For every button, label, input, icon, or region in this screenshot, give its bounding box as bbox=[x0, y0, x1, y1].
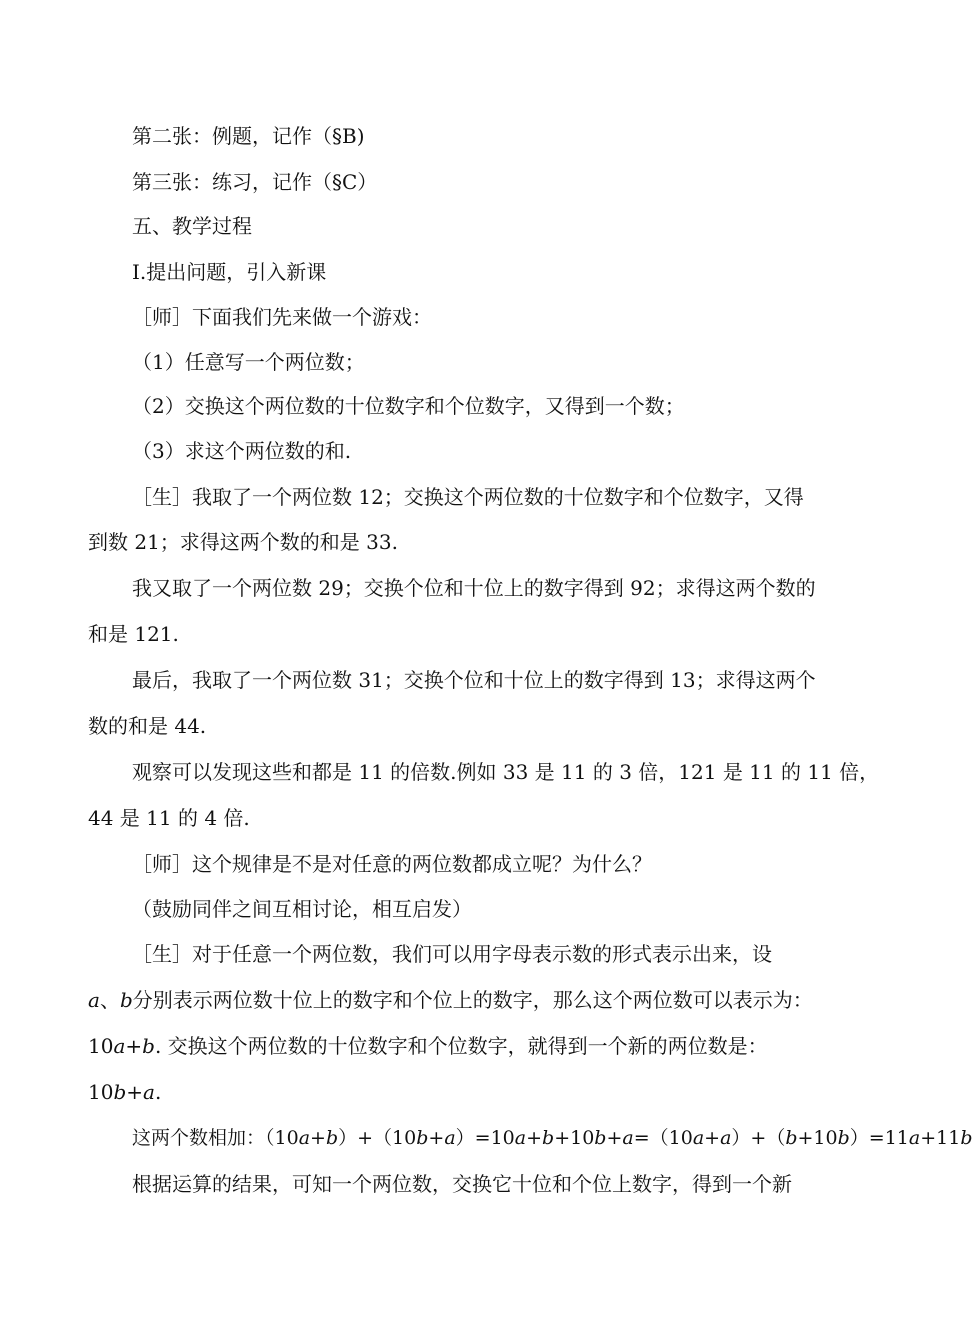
math-text: +10 bbox=[797, 1127, 838, 1149]
text-run: 这两个数相加： bbox=[132, 1127, 266, 1149]
list-item: （1）任意写一个两位数； bbox=[132, 350, 365, 374]
math-operator: + bbox=[704, 1127, 721, 1149]
math-text: ）+（ bbox=[731, 1127, 786, 1149]
math-number: 10 bbox=[88, 1080, 114, 1104]
paragraph-line: 44 是 11 的 4 倍. bbox=[88, 806, 250, 830]
math-variable: a bbox=[444, 1127, 456, 1149]
math-text: （10 bbox=[265, 1127, 299, 1149]
paragraph-line bbox=[88, 986, 813, 1014]
math-variable: a bbox=[298, 1127, 311, 1149]
math-variable: a bbox=[908, 1127, 921, 1149]
math-variable: b bbox=[113, 1080, 127, 1104]
text-run: 、 bbox=[99, 988, 120, 1012]
math-variable: b bbox=[960, 1127, 973, 1149]
text-run: . 交换这个两位数的十位数字和个位数字，就得到一个新的两位数是： bbox=[154, 1034, 768, 1058]
paragraph-line: 第三张：练习，记作（§C） bbox=[132, 170, 378, 194]
list-item: （3）求这个两位数的和. bbox=[132, 439, 352, 463]
paragraph-line: ［生］我取了一个两位数 12；交换这个两位数的十位数字和个位数字，又得 bbox=[132, 485, 804, 509]
math-variable: a bbox=[143, 1080, 155, 1104]
paragraph-line: 我又取了一个两位数 29；交换个位和十位上的数字得到 92；求得这两个数的 bbox=[132, 576, 816, 600]
math-variable: a bbox=[622, 1127, 634, 1149]
math-number: 10 bbox=[88, 1034, 114, 1058]
paragraph-line: 和是 121. bbox=[88, 622, 179, 646]
math-variable: b bbox=[785, 1127, 798, 1149]
section-heading: 五、教学过程 bbox=[132, 214, 252, 238]
math-variable: b bbox=[837, 1127, 850, 1149]
math-variable: a bbox=[88, 988, 100, 1012]
math-operator: + bbox=[526, 1127, 543, 1149]
paragraph-line: 最后，我取了一个两位数 31；交换个位和十位上的数字得到 13；求得这两个 bbox=[132, 668, 816, 692]
paragraph-line: 到数 21；求得这两个数的和是 33. bbox=[88, 530, 398, 554]
math-text: ）=11 bbox=[849, 1127, 909, 1149]
math-text: ）=10 bbox=[455, 1127, 515, 1149]
paragraph-line: 观察可以发现这些和都是 11 的倍数.例如 33 是 11 的 3 倍，121 是 11 的 11 倍， bbox=[132, 760, 880, 784]
text-run: . bbox=[154, 1080, 162, 1104]
math-variable: b bbox=[119, 988, 133, 1012]
math-operator: + bbox=[606, 1127, 623, 1149]
math-variable: b bbox=[542, 1127, 555, 1149]
subsection-heading: Ⅰ.提出问题，引入新课 bbox=[132, 260, 327, 284]
text-run: 分别表示两位数十位上的数字和个位上的数字，那么这个两位数可以表示为： bbox=[132, 988, 813, 1012]
list-item: （2）交换这个两位数的十位数字和个位数字，又得到一个数； bbox=[132, 394, 685, 418]
paragraph-line bbox=[88, 1032, 768, 1060]
math-text: +11 bbox=[920, 1127, 961, 1149]
math-variable: b bbox=[416, 1127, 429, 1149]
math-variable: b bbox=[325, 1127, 339, 1149]
paragraph-line: 第二张：例题，记作（§B) bbox=[132, 124, 365, 148]
paragraph-line: ［师］下面我们先来做一个游戏： bbox=[132, 305, 432, 329]
math-operator: + bbox=[125, 1034, 143, 1058]
math-variable: b bbox=[594, 1127, 607, 1149]
paragraph-line: （鼓励同伴之间互相讨论，相互启发） bbox=[132, 897, 472, 921]
math-variable: a bbox=[514, 1127, 527, 1149]
math-text: ）+（10 bbox=[338, 1127, 417, 1149]
math-variable: b bbox=[142, 1034, 155, 1058]
math-equation-line bbox=[132, 1124, 973, 1152]
math-operator: + bbox=[310, 1127, 326, 1149]
math-text: =（10 bbox=[633, 1127, 693, 1149]
math-variable: a bbox=[720, 1127, 732, 1149]
math-operator: + bbox=[428, 1127, 445, 1149]
paragraph-line: ［师］这个规律是不是对任意的两位数都成立呢？为什么？ bbox=[132, 852, 652, 876]
math-expression bbox=[88, 1078, 161, 1106]
paragraph-line: ［生］对于任意一个两位数，我们可以用字母表示数的形式表示出来，设 bbox=[132, 942, 772, 966]
math-variable: a bbox=[113, 1034, 126, 1058]
math-operator: + bbox=[126, 1080, 144, 1104]
paragraph-line: 数的和是 44. bbox=[88, 714, 207, 738]
math-variable: a bbox=[692, 1127, 705, 1149]
math-text: +10 bbox=[554, 1127, 595, 1149]
paragraph-line: 根据运算的结果，可知一个两位数，交换它十位和个位上数字，得到一个新 bbox=[132, 1172, 792, 1196]
